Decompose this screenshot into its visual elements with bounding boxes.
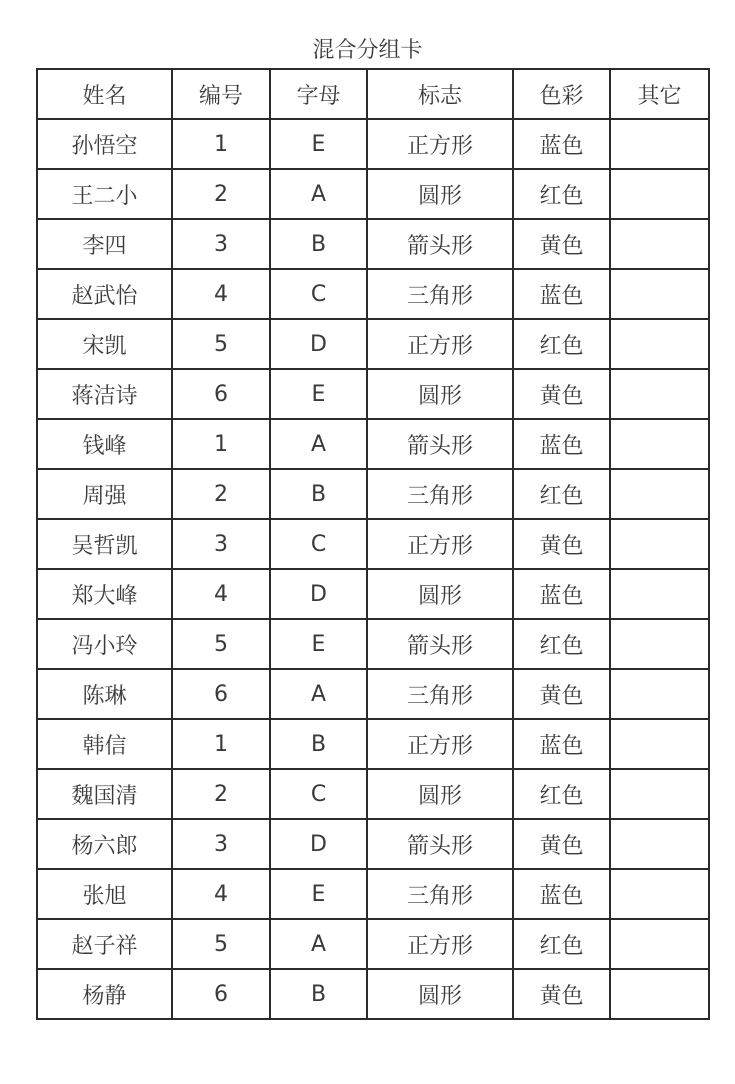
cell-symbol: 正方形	[367, 919, 513, 969]
table-row	[37, 619, 709, 669]
table-row	[37, 919, 709, 969]
cell-other	[610, 119, 709, 169]
cell-other	[610, 969, 709, 1019]
cell-letter: B	[270, 219, 367, 269]
cell-symbol: 正方形	[367, 119, 513, 169]
table-row	[37, 219, 709, 269]
cell-number: 2	[172, 169, 270, 219]
cell-other	[610, 769, 709, 819]
cell-symbol: 正方形	[367, 319, 513, 369]
cell-color: 红色	[513, 319, 610, 369]
table-row	[37, 169, 709, 219]
cell-name: 杨静	[37, 969, 172, 1019]
table-row	[37, 769, 709, 819]
cell-letter: C	[270, 519, 367, 569]
cell-symbol: 三角形	[367, 669, 513, 719]
cell-symbol: 圆形	[367, 569, 513, 619]
cell-name: 宋凯	[37, 319, 172, 369]
cell-symbol: 三角形	[367, 269, 513, 319]
table-row	[37, 969, 709, 1019]
cell-number: 3	[172, 219, 270, 269]
cell-color: 红色	[513, 469, 610, 519]
cell-number: 5	[172, 619, 270, 669]
cell-color: 蓝色	[513, 119, 610, 169]
cell-name: 冯小玲	[37, 619, 172, 669]
cell-name: 赵子祥	[37, 919, 172, 969]
cell-other	[610, 519, 709, 569]
cell-color: 黄色	[513, 219, 610, 269]
cell-letter: A	[270, 669, 367, 719]
table-row	[37, 869, 709, 919]
cell-number: 6	[172, 969, 270, 1019]
cell-color: 黄色	[513, 669, 610, 719]
cell-symbol: 箭头形	[367, 419, 513, 469]
cell-number: 3	[172, 519, 270, 569]
cell-other	[610, 569, 709, 619]
cell-letter: E	[270, 869, 367, 919]
cell-other	[610, 369, 709, 419]
header-row	[37, 69, 709, 119]
cell-symbol: 箭头形	[367, 619, 513, 669]
cell-color: 红色	[513, 769, 610, 819]
cell-other	[610, 619, 709, 669]
cell-color: 黄色	[513, 369, 610, 419]
cell-letter: B	[270, 719, 367, 769]
cell-letter: E	[270, 619, 367, 669]
cell-symbol: 箭头形	[367, 219, 513, 269]
cell-other	[610, 819, 709, 869]
column-header-number: 编号	[172, 69, 270, 119]
cell-letter: C	[270, 269, 367, 319]
cell-number: 4	[172, 569, 270, 619]
cell-other	[610, 269, 709, 319]
cell-color: 红色	[513, 169, 610, 219]
cell-symbol: 圆形	[367, 769, 513, 819]
cell-name: 赵武怡	[37, 269, 172, 319]
cell-name: 杨六郎	[37, 819, 172, 869]
cell-number: 6	[172, 669, 270, 719]
column-header-symbol: 标志	[367, 69, 513, 119]
cell-name: 周强	[37, 469, 172, 519]
cell-letter: E	[270, 119, 367, 169]
table-row	[37, 519, 709, 569]
table-row	[37, 819, 709, 869]
cell-number: 4	[172, 269, 270, 319]
group-card-table	[36, 68, 710, 1020]
cell-number: 4	[172, 869, 270, 919]
cell-symbol: 圆形	[367, 369, 513, 419]
table-row	[37, 319, 709, 369]
cell-color: 蓝色	[513, 719, 610, 769]
cell-name: 韩信	[37, 719, 172, 769]
cell-number: 1	[172, 119, 270, 169]
cell-color: 蓝色	[513, 869, 610, 919]
page-title: 混合分组卡	[312, 38, 423, 63]
cell-letter: D	[270, 319, 367, 369]
table-row	[37, 569, 709, 619]
cell-other	[610, 469, 709, 519]
column-header-color: 色彩	[513, 69, 610, 119]
cell-letter: B	[270, 469, 367, 519]
cell-name: 孙悟空	[37, 119, 172, 169]
cell-name: 李四	[37, 219, 172, 269]
cell-color: 黄色	[513, 519, 610, 569]
table-row	[37, 469, 709, 519]
column-header-other: 其它	[610, 69, 709, 119]
cell-color: 蓝色	[513, 569, 610, 619]
cell-other	[610, 669, 709, 719]
cell-number: 3	[172, 819, 270, 869]
cell-symbol: 箭头形	[367, 819, 513, 869]
cell-letter: D	[270, 569, 367, 619]
cell-symbol: 正方形	[367, 519, 513, 569]
cell-number: 5	[172, 319, 270, 369]
cell-name: 吴哲凯	[37, 519, 172, 569]
cell-color: 红色	[513, 619, 610, 669]
cell-other	[610, 919, 709, 969]
cell-other	[610, 869, 709, 919]
cell-other	[610, 319, 709, 369]
cell-letter: D	[270, 819, 367, 869]
cell-color: 蓝色	[513, 419, 610, 469]
cell-color: 蓝色	[513, 269, 610, 319]
cell-other	[610, 719, 709, 769]
table-body	[37, 119, 709, 1019]
cell-symbol: 圆形	[367, 169, 513, 219]
cell-letter: B	[270, 969, 367, 1019]
cell-letter: A	[270, 419, 367, 469]
column-header-name: 姓名	[37, 69, 172, 119]
cell-number: 2	[172, 469, 270, 519]
cell-symbol: 圆形	[367, 969, 513, 1019]
cell-color: 黄色	[513, 969, 610, 1019]
cell-name: 张旭	[37, 869, 172, 919]
table-row	[37, 719, 709, 769]
cell-name: 钱峰	[37, 419, 172, 469]
cell-name: 蒋洁诗	[37, 369, 172, 419]
cell-name: 陈琳	[37, 669, 172, 719]
table-row	[37, 119, 709, 169]
cell-color: 红色	[513, 919, 610, 969]
cell-number: 1	[172, 419, 270, 469]
cell-number: 1	[172, 719, 270, 769]
cell-name: 郑大峰	[37, 569, 172, 619]
cell-letter: A	[270, 919, 367, 969]
cell-number: 6	[172, 369, 270, 419]
cell-symbol: 三角形	[367, 469, 513, 519]
cell-number: 5	[172, 919, 270, 969]
cell-letter: C	[270, 769, 367, 819]
cell-symbol: 三角形	[367, 869, 513, 919]
cell-letter: A	[270, 169, 367, 219]
cell-color: 黄色	[513, 819, 610, 869]
cell-name: 魏国清	[37, 769, 172, 819]
table-row	[37, 669, 709, 719]
cell-name: 王二小	[37, 169, 172, 219]
cell-letter: E	[270, 369, 367, 419]
cell-number: 2	[172, 769, 270, 819]
cell-other	[610, 169, 709, 219]
cell-symbol: 正方形	[367, 719, 513, 769]
table-row	[37, 269, 709, 319]
cell-other	[610, 219, 709, 269]
column-header-letter: 字母	[270, 69, 367, 119]
cell-other	[610, 419, 709, 469]
table-row	[37, 369, 709, 419]
table-row	[37, 419, 709, 469]
